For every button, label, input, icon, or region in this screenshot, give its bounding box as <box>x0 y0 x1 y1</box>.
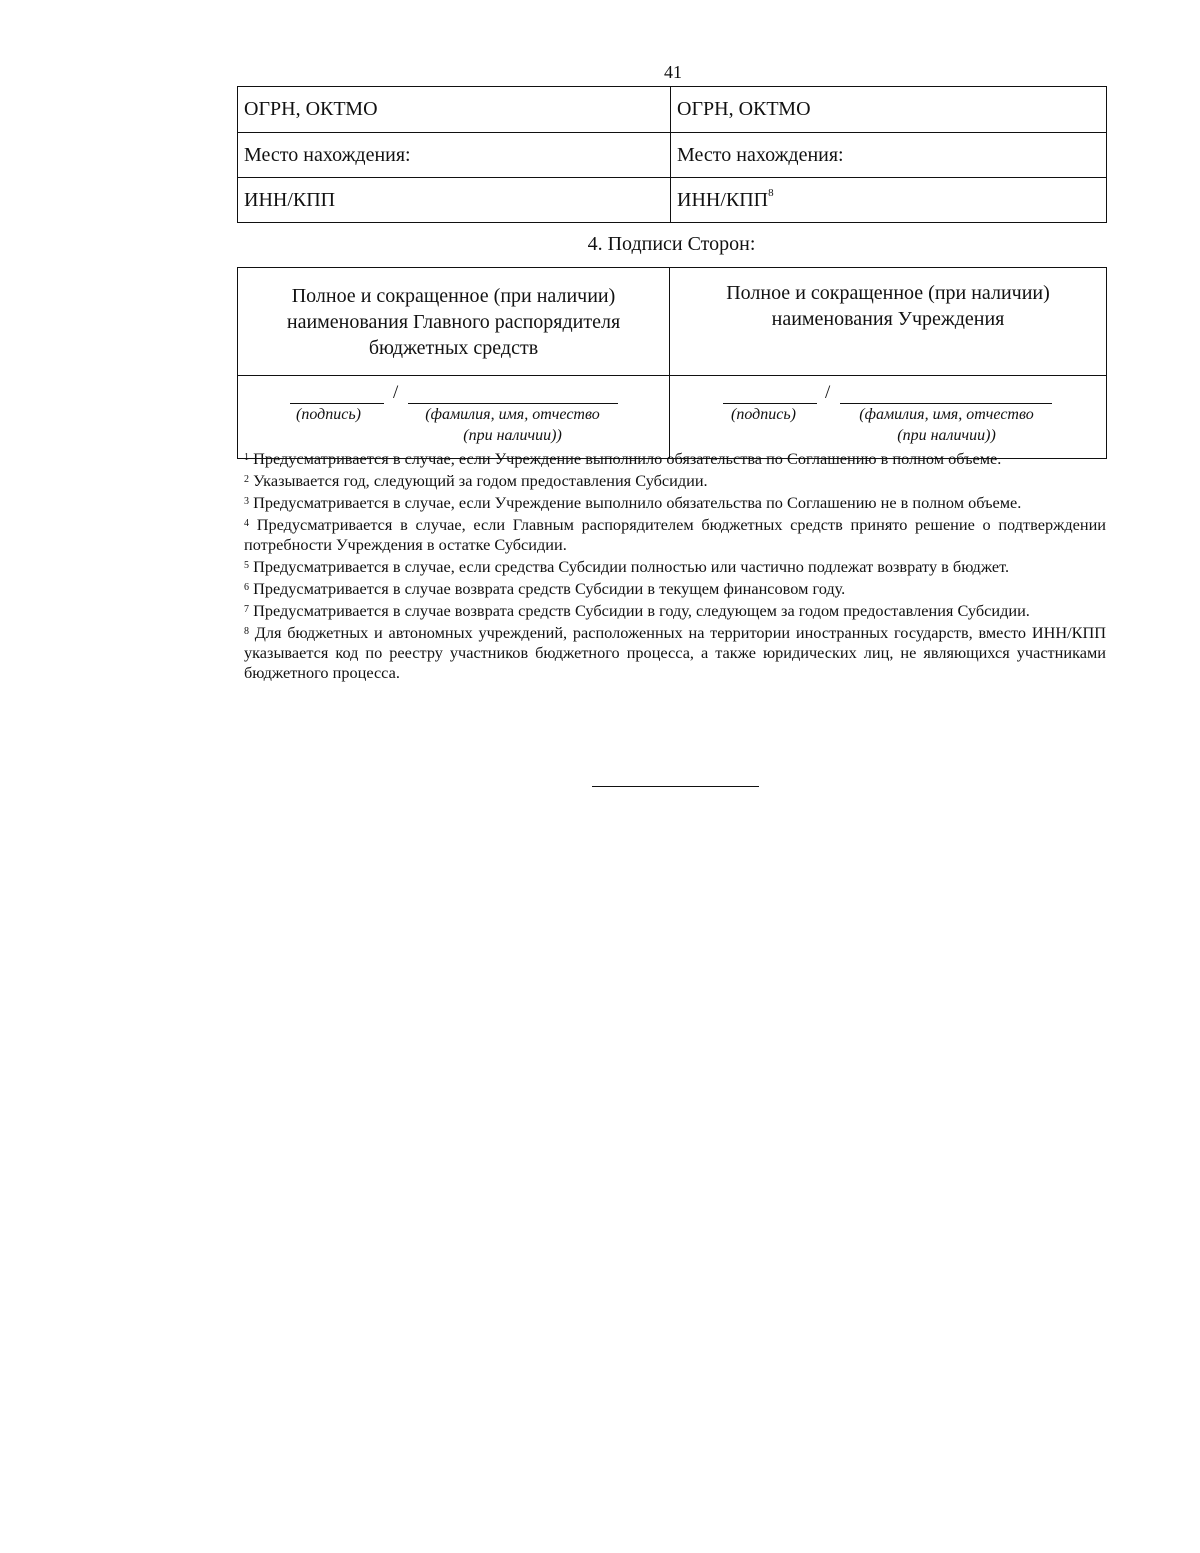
left-header-line: Полное и сокращенное (при наличии) <box>291 284 616 307</box>
footnote-text: Предусматривается в случае, если Учреждение выполнило обязательства по Соглашению в полном объеме. <box>253 449 1002 468</box>
signatures-table <box>237 267 1107 459</box>
slash: / <box>825 382 831 403</box>
footnote-number: 7 <box>244 604 249 615</box>
footnote <box>244 493 1106 513</box>
section-title: 4. Подписи Сторон: <box>587 233 756 255</box>
footnote-text: Предусматривается в случае, если средства Субсидии полностью или частично подлежат возврату в бюджет. <box>253 557 1010 576</box>
footnote-text: Для бюджетных и автономных учреждений, расположенных на территории иностранных государств, вместо ИНН/КПП указывается код по реестру участников бюджетного процесса, а также юридических лиц, не являющихся участниками бюджетного процесса. <box>244 623 1106 682</box>
footnote-number: 1 <box>244 452 249 463</box>
footnote-text: Предусматривается в случае, если Учреждение выполнило обязательства по Соглашению не в полном объеме. <box>253 493 1022 512</box>
footnote-number: 4 <box>244 518 249 529</box>
footnote-text: Предусматривается в случае возврата средств Субсидии в текущем финансовом году. <box>253 579 846 598</box>
signature-caption: (подпись) <box>731 406 796 423</box>
left-inn-cell: ИНН/КПП <box>238 178 671 223</box>
right-location-label: Место нахождения: <box>677 143 844 166</box>
name-line <box>408 403 618 404</box>
table-row <box>238 376 1107 459</box>
table-row <box>238 133 1107 178</box>
left-header-cell <box>238 268 670 376</box>
right-inn-label: ИНН/КПП <box>677 188 769 211</box>
right-ogrn-cell <box>671 87 1107 133</box>
signature-caption: (подпись) <box>296 406 361 423</box>
footnote-number: 5 <box>244 560 249 571</box>
footnote <box>244 471 1106 491</box>
right-ogrn-label: ОГРН, ОКТМО <box>677 98 811 120</box>
footnote-number: 2 <box>244 474 249 485</box>
footnote-number: 6 <box>244 582 249 593</box>
footnote-text: Указывается год, следующий за годом предоставления Субсидии. <box>253 471 708 490</box>
footnote <box>244 449 1106 469</box>
left-header-line: наименования Главного распорядителя <box>286 310 621 333</box>
footnotes <box>244 449 1106 685</box>
right-header-line: Полное и сокращенное (при наличии) <box>726 282 1050 304</box>
footnote-text: Предусматривается в случае возврата средств Субсидии в году, следующем за годом предоставления Субсидии. <box>253 601 1030 620</box>
name-caption-2: (при наличии)) <box>463 427 562 444</box>
left-signature-cell <box>238 376 670 459</box>
table-row <box>238 87 1107 133</box>
table-row <box>238 178 1107 223</box>
footnote <box>244 515 1106 555</box>
left-location-cell: Место нахождения: <box>238 133 671 178</box>
footnote <box>244 623 1106 683</box>
left-ogrn-cell: ОГРН, ОКТМО <box>238 87 671 133</box>
right-signature-cell <box>670 376 1107 459</box>
footnote-text: Предусматривается в случае, если Главным распорядителем бюджетных средств принято решение о подтверждении потребности Учреждения в остатке Субсидии. <box>244 515 1106 554</box>
right-header-cell <box>670 268 1107 376</box>
left-header-line: бюджетных средств <box>368 336 539 359</box>
signature-line <box>723 403 817 404</box>
right-location-cell <box>671 133 1107 178</box>
requisites-table <box>237 86 1107 223</box>
name-caption: (фамилия, имя, отчество <box>425 406 600 423</box>
end-rule <box>592 786 759 787</box>
name-caption-2: (при наличии)) <box>897 427 996 444</box>
right-header-line: наименования Учреждения <box>771 308 1005 330</box>
right-inn-cell <box>671 178 1107 223</box>
table-row <box>238 268 1107 376</box>
signature-line <box>290 403 384 404</box>
footnote <box>244 601 1106 621</box>
footnote-number: 8 <box>244 626 249 637</box>
footnote-number: 3 <box>244 496 249 507</box>
footnote-ref: 8 <box>768 186 774 199</box>
name-caption: (фамилия, имя, отчество <box>859 406 1034 423</box>
footnote <box>244 557 1106 577</box>
slash: / <box>393 382 399 403</box>
page-number: 41 <box>664 62 682 82</box>
name-line <box>840 403 1052 404</box>
footnote <box>244 579 1106 599</box>
